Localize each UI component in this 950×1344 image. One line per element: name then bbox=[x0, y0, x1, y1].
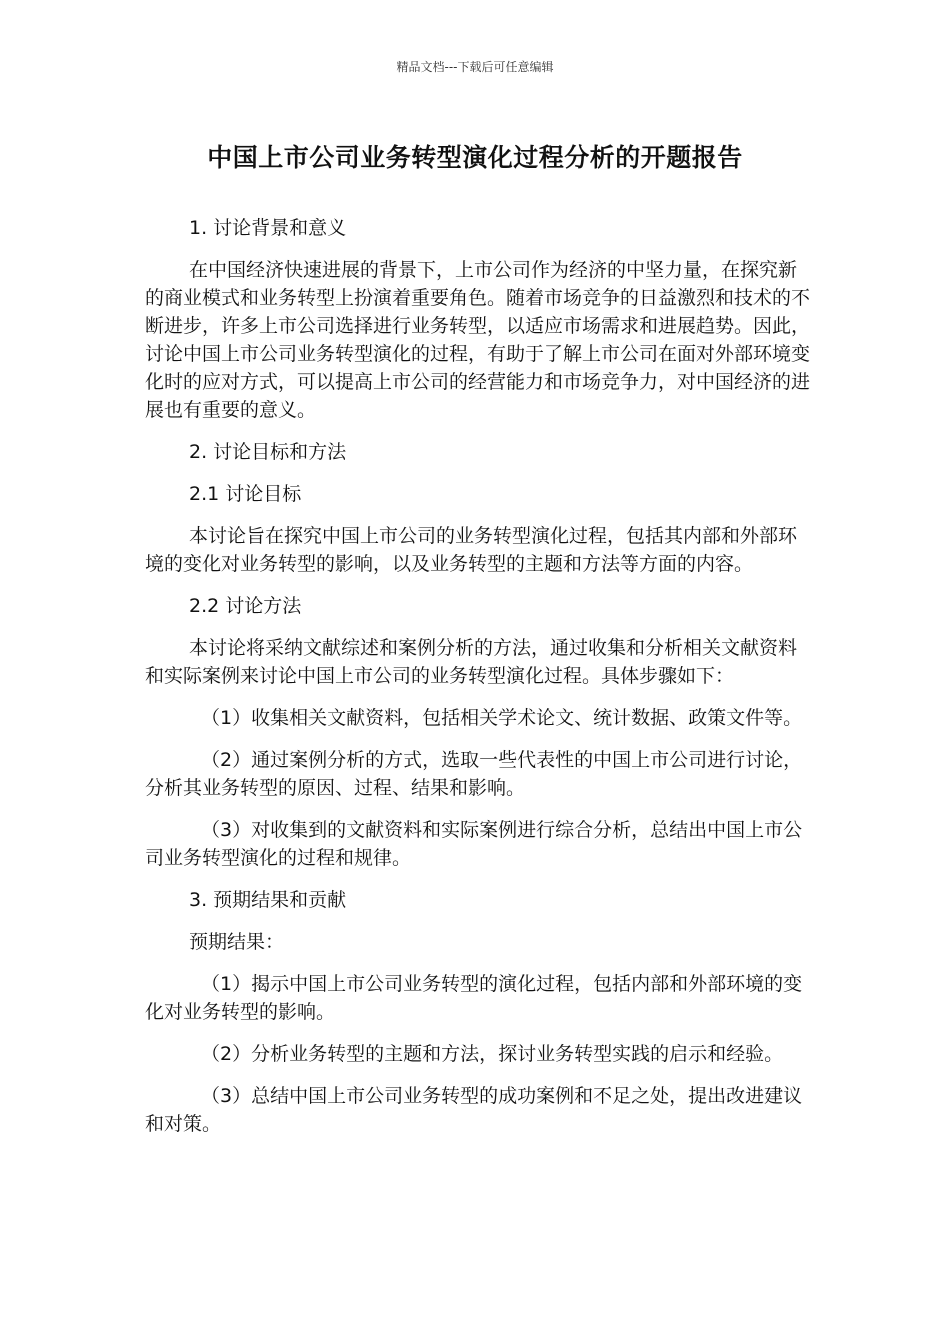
section-heading-goals-methods: 2. 讨论目标和方法 bbox=[189, 441, 347, 463]
header-note: 精品文档---下载后可任意编辑 bbox=[396, 60, 554, 74]
document-title: 中国上市公司业务转型演化过程分析的开题报告 bbox=[207, 143, 743, 172]
list-item: （3）对收集到的文献资料和实际案例进行综合分析，总结出中国上市公司业务转型演化的过程和规律。 bbox=[145, 819, 803, 869]
list-item: （3）总结中国上市公司业务转型的成功案例和不足之处，提出改进建议和对策。 bbox=[145, 1085, 803, 1135]
subsection-heading-goals: 2.1 讨论目标 bbox=[189, 483, 302, 505]
paragraph-background: 在中国经济快速进展的背景下，上市公司作为经济的中坚力量，在探究新的商业模式和业务转型上扮演着重要角色。随着市场竞争的日益激烈和技术的不断进步，许多上市公司选择进行业务转型，以适应市场需求和进展趋势。因此，讨论中国上市公司业务转型演化的过程，有助于了解上市公司在面对外部环境变化时的应对方式，可以提高上市公司的经营能力和市场竞争力，对中国经济的进展也有重要的意义。 bbox=[145, 259, 811, 421]
list-item: （2）分析业务转型的主题和方法，探讨业务转型实践的启示和经验。 bbox=[201, 1043, 784, 1065]
paragraph-methods: 本讨论将采纳文献综述和案例分析的方法，通过收集和分析相关文献资料和实际案例来讨论中国上市公司的业务转型演化过程。具体步骤如下： bbox=[145, 637, 798, 687]
list-item: （2）通过案例分析的方式，选取一些代表性的中国上市公司进行讨论，分析其业务转型的原因、过程、结果和影响。 bbox=[145, 749, 803, 799]
section-heading-expected-results: 3. 预期结果和贡献 bbox=[189, 889, 347, 911]
list-item: （1）收集相关文献资料，包括相关学术论文、统计数据、政策文件等。 bbox=[201, 707, 803, 729]
list-item: （1）揭示中国上市公司业务转型的演化过程，包括内部和外部环境的变化对业务转型的影响。 bbox=[145, 973, 803, 1023]
label-expected-results: 预期结果： bbox=[189, 931, 285, 953]
section-heading-background: 1. 讨论背景和意义 bbox=[189, 217, 347, 239]
document-body bbox=[145, 214, 810, 1152]
subsection-heading-methods: 2.2 讨论方法 bbox=[189, 595, 302, 617]
paragraph-goals: 本讨论旨在探究中国上市公司的业务转型演化过程，包括其内部和外部环境的变化对业务转型的影响，以及业务转型的主题和方法等方面的内容。 bbox=[145, 525, 798, 575]
